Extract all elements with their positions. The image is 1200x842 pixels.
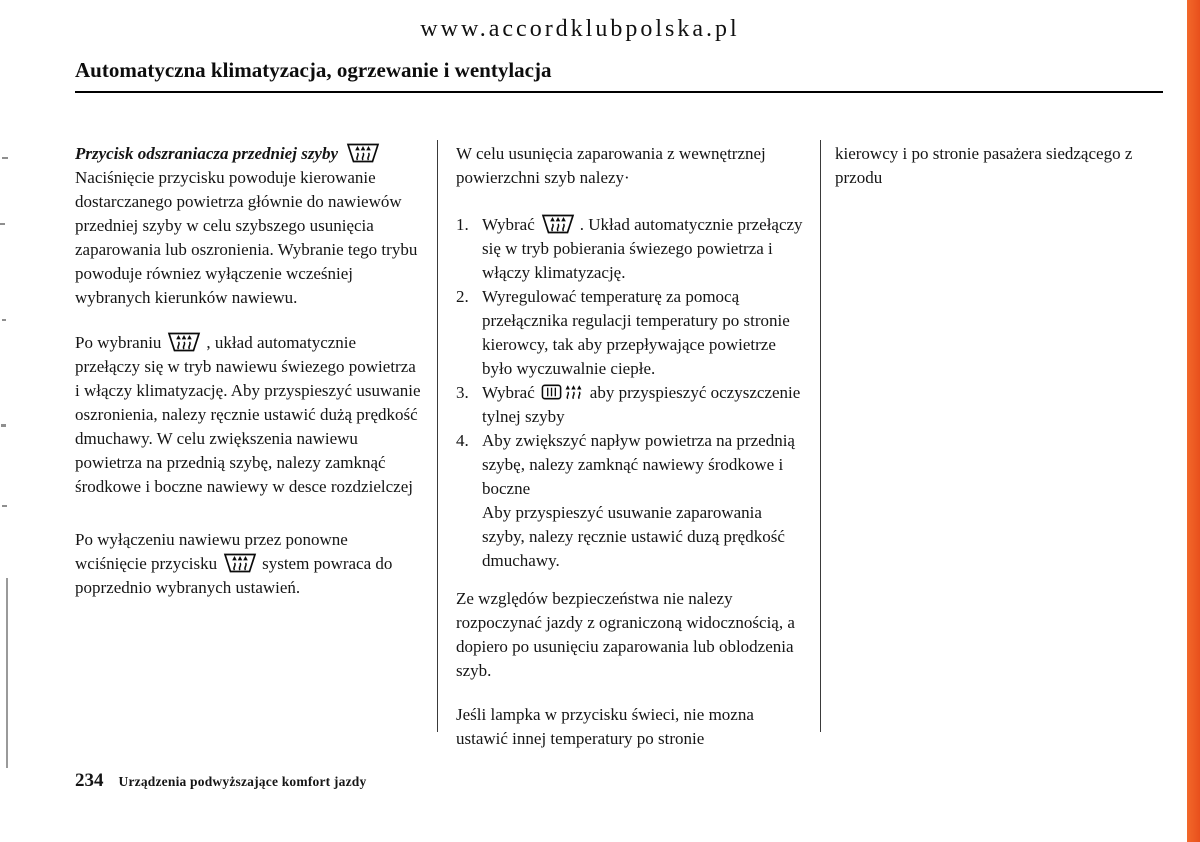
- column-3: [835, 142, 1163, 190]
- scan-artifact: [2, 319, 6, 321]
- column-divider-right: [820, 140, 821, 732]
- text-segment: aby przyspieszyć oczyszczenie tylnej szyby: [482, 383, 801, 426]
- list-item-number: 2.: [456, 287, 469, 306]
- paragraph-intro: W celu usunięcia zaparowania z wewnętrznej powierzchni szyb nalezy·: [456, 144, 766, 187]
- front-defrost-icon: [223, 553, 257, 573]
- footer-section-title: Urządzenia podwyższające komfort jazdy: [118, 774, 367, 789]
- rear-defrost-icon: [541, 382, 585, 402]
- page-edge-accent-stripe: [1187, 0, 1200, 842]
- column-2: [456, 142, 804, 751]
- text-segment: system powraca do poprzednio wybranych ustawień.: [75, 554, 393, 597]
- text-segment: , układ automatycznie przełączy się w tryb nawiewu świezego powietrza i włączy klimatyzację. Aby przyspieszyć usuwanie oszronienia, nalezy ręcznie ustawić dużą prędkość dmuchawy. W celu zwiększenia nawiewu powietrza na przednią szybę, nalezy zamknąć środkowe i boczne nawiewy w desce rozdzielczej: [75, 333, 421, 496]
- text-segment: Wybrać: [482, 215, 535, 234]
- scan-artifact: [0, 223, 5, 225]
- page-footer: [75, 770, 366, 792]
- list-item-text: Wyregulować temperaturę za pomocą przełącznika regulacji temperatury po stronie kierowcy, tak aby przepływające powietrze było wyczuwalnie ciepłe.: [482, 287, 790, 378]
- list-item-text: [482, 429, 804, 573]
- list-item-number: 3.: [456, 383, 469, 402]
- text-segment: . Układ automatycznie przełączy się w tryb pobierania świezego powietrza i włączy klimatyzację.: [482, 215, 803, 282]
- front-defrost-icon: [346, 143, 380, 163]
- paragraph-auto-mode: [75, 331, 423, 499]
- front-defrost-icon: [541, 214, 575, 234]
- list-item: [456, 381, 804, 429]
- text-segment: Wybrać: [482, 383, 535, 402]
- numbered-list: [456, 213, 804, 573]
- paragraph-lamp-note: Jeśli lampka w przycisku świeci, nie mozna ustawić innej temperatury po stronie: [456, 705, 754, 748]
- section-heading: [75, 142, 423, 166]
- list-item-text: [482, 381, 804, 429]
- list-item: [456, 213, 804, 285]
- text-segment: Po wybraniu: [75, 333, 162, 352]
- paragraph-safety-note: Ze względów bezpieczeństwa nie nalezy rozpoczynać jazdy z ograniczoną widocznością, a dopiero po usunięciu zaparowania lub oblodzenia szyb.: [456, 589, 795, 680]
- text-segment: Aby przyspieszyć usuwanie zaparowania szyby, nalezy ręcznie ustawić duzą prędkość dmuchawy.: [482, 503, 785, 570]
- list-item-text: [482, 213, 804, 285]
- paragraph-continuation: kierowcy i po stronie pasażera siedzącego z przodu: [835, 144, 1133, 187]
- list-item: [456, 285, 804, 381]
- website-watermark: www.accordklubpolska.pl: [420, 16, 740, 42]
- page-number: 234: [75, 770, 104, 791]
- front-defrost-icon: [167, 332, 201, 352]
- scan-artifact: [1, 424, 6, 427]
- text-segment: Po wyłączeniu nawiewu przez ponowne wciśnięcie przycisku: [75, 530, 348, 573]
- column-1: [75, 142, 423, 600]
- scan-artifact-line: [6, 578, 8, 768]
- paragraph-restore-settings: [75, 528, 423, 600]
- list-item: [456, 429, 804, 573]
- scan-artifact: [2, 157, 8, 159]
- column-divider-left: [437, 140, 438, 732]
- text-segment: Aby zwiększyć napływ powietrza na przednią szybę, nalezy zamknąć nawiewy środkowe i boczne: [482, 431, 795, 498]
- list-item-number: 1.: [456, 215, 469, 234]
- list-item-number: 4.: [456, 431, 469, 450]
- page-title: Automatyczna klimatyzacja, ogrzewanie i wentylacja: [75, 58, 552, 82]
- section-heading-text: Przycisk odszraniacza przedniej szyby: [75, 144, 339, 163]
- paragraph-defrost-description: Naciśnięcie przycisku powoduje kierowanie dostarczanego powietrza głównie do nawiewów przedniej szyby w celu szybszego usunięcia zaparowania lub oszronienia. Wybranie tego trybu powoduje równiez wyłączenie wcześniej wybranych kierunków nawiewu.: [75, 168, 418, 307]
- title-underline: [75, 91, 1163, 93]
- scan-artifact: [2, 505, 7, 507]
